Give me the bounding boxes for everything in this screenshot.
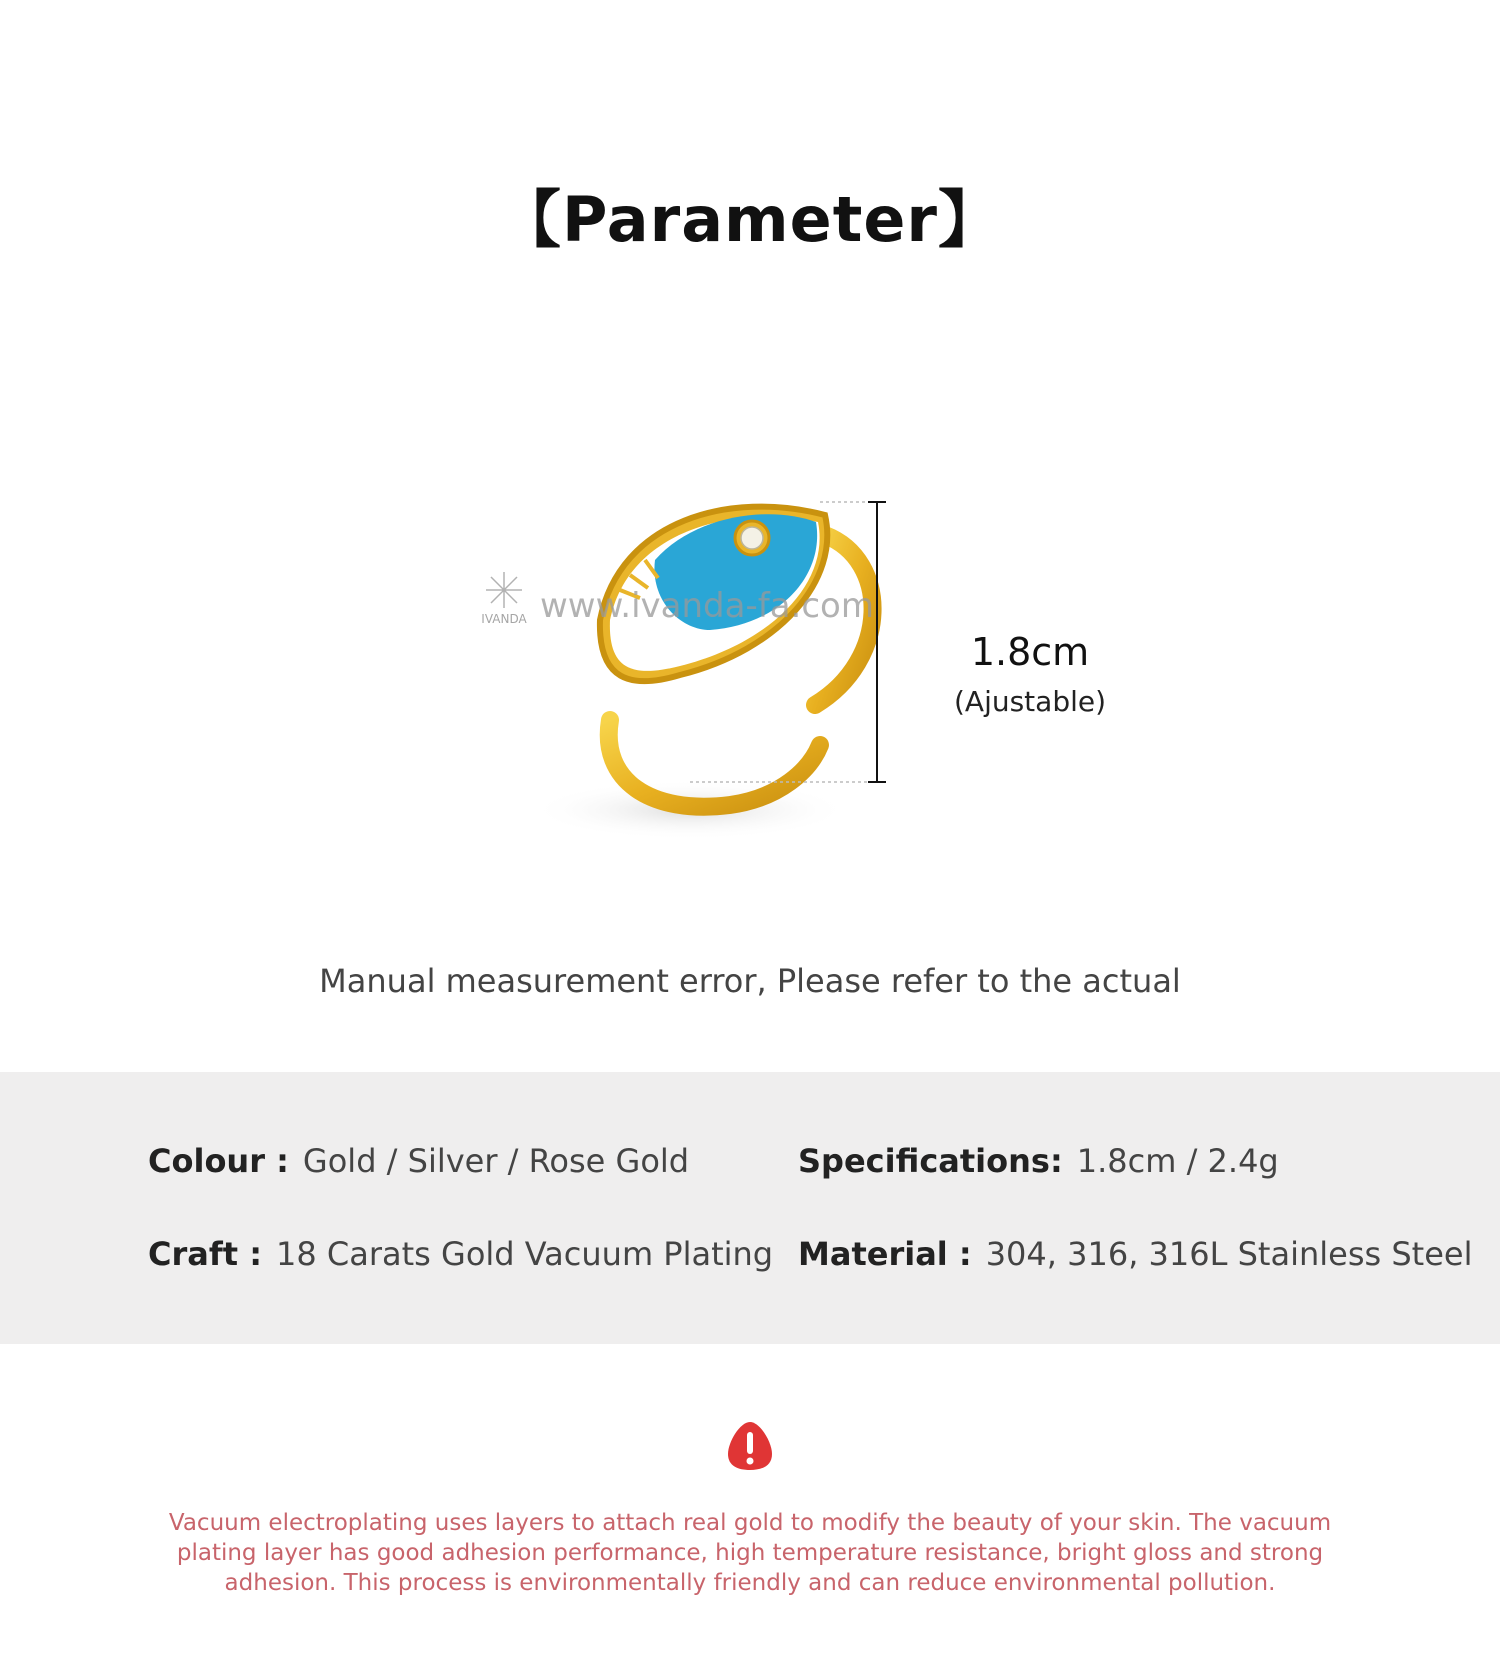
exclamation-icon — [726, 1420, 774, 1472]
spec-material-label: Material : — [798, 1235, 972, 1273]
spec-specifications — [798, 1142, 1279, 1180]
ring-stone — [741, 527, 763, 549]
product-image — [480, 480, 1100, 870]
spec-colour-value: Gold / Silver / Rose Gold — [302, 1142, 690, 1180]
spec-panel — [0, 1072, 1500, 1344]
spec-material — [798, 1235, 1472, 1273]
spec-colour — [148, 1142, 689, 1180]
plating-notice: Vacuum electroplating uses layers to attach real gold to modify the beauty of your skin. The vacuum plating layer has good adhesion performance, high temperature resistance, bright gloss and strong adhesion. This process is environmentally friendly and can reduce environmental pollution. — [168, 1510, 1332, 1596]
size-note: (Ajustable) — [953, 685, 1107, 718]
spec-craft — [148, 1235, 773, 1273]
page-title: 【Parameter】 — [499, 183, 1001, 256]
spec-material-value: 304, 316, 316L Stainless Steel — [985, 1235, 1473, 1273]
watermark-star-icon — [486, 572, 522, 608]
spec-craft-value: 18 Carats Gold Vacuum Plating — [276, 1235, 774, 1273]
spec-specifications-value: 1.8cm / 2.4g — [1076, 1142, 1279, 1180]
spec-craft-label: Craft : — [148, 1235, 263, 1273]
spec-specifications-label: Specifications: — [798, 1142, 1063, 1180]
watermark-url: www.ivanda-fa.com — [540, 586, 874, 626]
spec-colour-label: Colour : — [148, 1142, 289, 1180]
size-value: 1.8cm — [970, 630, 1090, 674]
disclaimer-text: Manual measurement error, Please refer to the actual — [319, 962, 1181, 1000]
watermark-brand: IVANDA — [481, 612, 527, 626]
